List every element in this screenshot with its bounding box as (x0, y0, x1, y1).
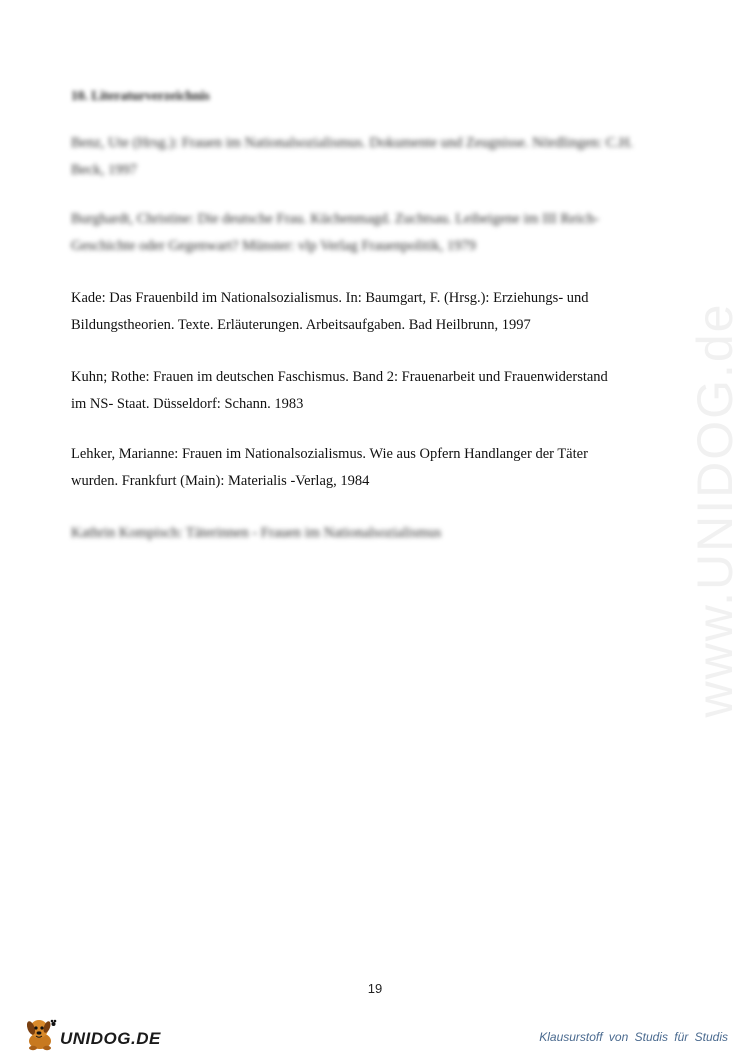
unidog-logo[interactable] (22, 1013, 161, 1053)
unidog-watermark: www.UNIDOG.de (687, 302, 743, 718)
entry-line: wurden. Frankfurt (Main): Materialis -Verlag, 1984 (71, 473, 370, 489)
entry-line: Geschichte oder Gegenwart? Münster: vlp Verlag Frauenpolitik, 1979 (71, 238, 476, 254)
footer-tagline: Klausurstoff von Studis für Studis (539, 1030, 728, 1044)
bibliography-heading: 10. Literaturverzeichnis (71, 88, 210, 103)
logo-text: UNIDOG.DE (60, 1029, 161, 1048)
bibliography-entry (71, 520, 671, 547)
bibliography-entry (71, 441, 671, 495)
entry-line: Kathrin Kompisch: Täterinnen - Frauen im Nationalsozialismus (71, 525, 442, 541)
bibliography-entry (71, 285, 671, 339)
bibliography-entry (71, 364, 671, 418)
page-number: 19 (367, 981, 383, 996)
entry-line: Kuhn; Rothe: Frauen im deutschen Faschismus. Band 2: Frauenarbeit und Frauenwiderstand (71, 369, 608, 385)
bibliography-entry (71, 130, 671, 184)
entry-line: Beck, 1997 (71, 162, 138, 178)
bibliography-entry (71, 206, 671, 260)
entry-line: Burghardt, Christine: Die deutsche Frau. Küchenmagd. Zuchtsau. Leibeigene im III Reich- (71, 211, 600, 227)
entry-line: im NS- Staat. Düsseldorf: Schann. 1983 (71, 396, 304, 412)
entry-line: Lehker, Marianne: Frauen im Nationalsozialismus. Wie aus Opfern Handlanger der Täter (71, 446, 588, 462)
entry-line: Benz, Ute (Hrsg.): Frauen im Nationalsozialismus. Dokumente und Zeugnisse. Nördlingen: C.H. (71, 135, 634, 151)
dog-mascot-icon (22, 1015, 58, 1051)
entry-line: Kade: Das Frauenbild im Nationalsozialismus. In: Baumgart, F. (Hrsg.): Erziehungs- und (71, 290, 589, 306)
entry-line: Bildungstheorien. Texte. Erläuterungen. Arbeitsaufgaben. Bad Heilbrunn, 1997 (71, 317, 531, 333)
